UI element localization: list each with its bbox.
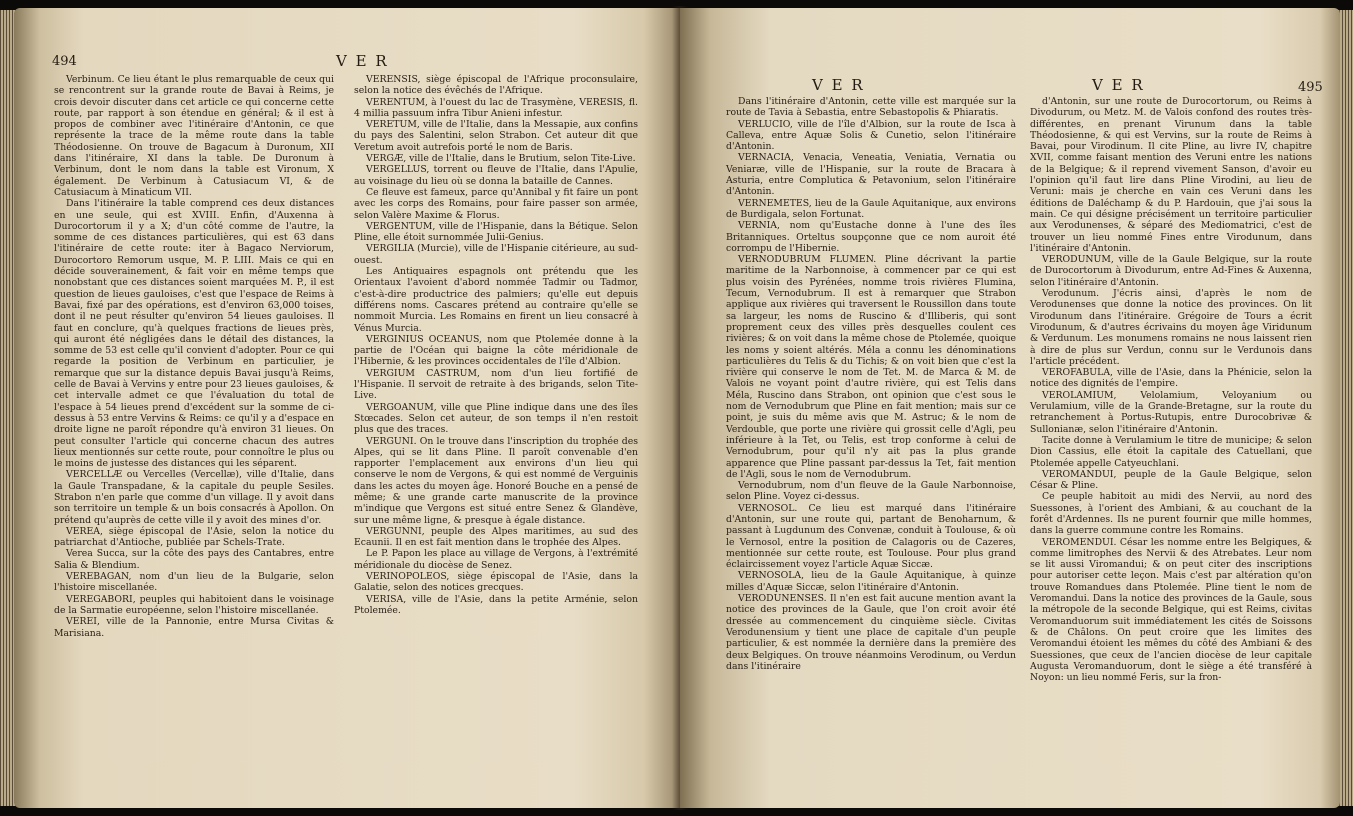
entry-paragraph: Verbinum. Ce lieu étant le plus remarquable de ceux qui se rencontrent sur la grande route de Bavai à Reims, je crois devoir discuter dans cet article ce qui concerne cette route, par rapport à son étendue en général; & il est à propos de combiner avec l'itinéraire d'Antonin, ce que représente la trace de la même route dans la table Théodosienne. On trouve de Bagacum à Duronum, XII dans l'itinéraire, XI dans la table. De Duronum à Verbinum, dont le nom dans la table est Vironum, X également. De Verbinum à Catusiacum VI, & de Catusiacum à Minaticum VII.: [54, 74, 334, 198]
right-running-head-2: V E R: [1092, 76, 1145, 94]
entry-paragraph: Vernodubrum, nom d'un fleuve de la Gaule Narbonnoise, selon Pline. Voyez ci-dessus.: [726, 480, 1016, 503]
entry-paragraph: VERGENTUM, ville de l'Hispanie, dans la Bétique. Selon Pline, elle étoit surnommée Julii-Genius.: [354, 220, 638, 244]
entry-paragraph: VERENSIS, siège épiscopal de l'Afrique proconsulaire, selon la notice des évêchés de l'Afrique.: [354, 74, 638, 97]
entry-paragraph: VEREA, siège épiscopal de l'Asie, selon la notice du patriarchat d'Antioche, publiée par Schels-Trate.: [54, 525, 334, 549]
entry-paragraph: VERINOPOLEOS, siège épiscopal de l'Asie, dans la Galatie, selon des notices grecques.: [354, 571, 638, 594]
entry-paragraph: Dans l'itinéraire la table comprend ces deux distances en une seule, qui est XVIII. Enfin, d'Auxenna à Durocortorum il y a X; d'un côté comme de l'autre, la somme de ces distances particulières, qui est 63 dans l'itinéraire de cette route: iter à Bagaco Nerviorum, Durocortoro Remorum usque, M. P. LIII. Mais ce qui en décide souverainement, & fait voir en même temps que nonobstant que ces distances soient marquées M. P., il est question de lieues gauloises, c'est que l'espace de Reims à Bavai, fixé par des opérations, est d'environ 63,000 toises, dont il ne peut résulter qu'environ 54 lieues gauloises. Il faut en conclure, qu'à quelques fractions de lieues près, qui auront été négligées dans le détail des distances, la somme de 53 est celle qu'il convient d'adopter. Pour ce qui regarde la position de Verbinum en particulier, je remarque que sur la distance depuis Bavai jusqu'à Reims, celle de Bavai à Vervins y entre pour 23 lieues gauloises, & cet intervalle admet ce que l'évaluation du total de l'espace à 54 lieues prend d'excédent sur la somme de ci-dessus à 53 entre Vervins & Reims: ce qu'il y a d'espace en droite ligne ne paroît répondre qu'à environ 31 lieues. On peut consulter l'article qui concerne chacun des autres lieux mentionnés sur cette route, pour connoître le plus ou le moins de justesse des distances qui les séparent.: [54, 198, 334, 470]
entry-paragraph: VERGILIA (Murcie), ville de l'Hispanie citérieure, au sud-ouest.: [354, 243, 638, 266]
entry-paragraph: VEREBAGAN, nom d'un lieu de la Bulgarie, selon l'histoire miscellanée.: [54, 571, 334, 594]
entry-paragraph: Tacite donne à Verulamium le titre de municipe; & selon Dion Cassius, elle étoit la capitale des Catuellani, que Ptolemée appelle Catyeuchlani.: [1030, 434, 1312, 469]
entry-paragraph: Les Antiquaires espagnols ont prétendu que les Orientaux l'avoient d'abord nommée Tadmir ou Tadmor, c'est-à-dire productrice des palmiers; qu'elle eut depuis différens noms. Cascares prétend au contraire qu'elle se nommoit Murcia. Les Romains en firent un lieu consacré à Vénus Murcia.: [354, 266, 638, 334]
entry-paragraph: VERGOANUM, ville que Pline indique dans une des îles Stœcades. Selon cet auteur, de son temps il n'en restoit plus que des traces.: [354, 401, 638, 436]
entry-paragraph: d'Antonin, sur une route de Durocortorum, ou Reims à Divodurum, ou Metz. M. de Valois confond des routes très-différentes, en prenant Virunum dans la table Théodosienne, & qui est Vervins, sur la route de Reims à Bavai, pour Virodinum. Il cite Pline, au livre IV, chapitre XVII, comme faisant mention des Veruni entre les nations de la Belgique; & il reprend vivement Sanson, d'avoir eu l'opinion qu'il faut lire dans Pline Virodini, au lieu de Veruni: mais je cherche en vain ces Veruni dans les éditions de Daléchamp & du P. Hardouin, que j'ai sous la main. Ce qui désigne précisément un territoire particulier aux Verodunenses, & séparé des Mediomatrici, c'est de trouver un lieu nommé Fines entre Virodunum, dans l'itinéraire d'Antonin.: [1030, 96, 1312, 254]
entry-paragraph: VERNACIA, Venacia, Veneatia, Veniatia, Vernatia ou Veniaræ, ville de l'Hispanie, sur la route de Bracara à Asturia, entre Complutica & Petavonium, selon l'itinéraire d'Antonin.: [726, 152, 1016, 198]
entry-paragraph: Ce fleuve est fameux, parce qu'Annibal y fit faire un pont avec les corps des Romains, pour faire passer son armée, selon Valère Maxime & Florus.: [354, 186, 638, 221]
entry-paragraph: VERCELLÆ ou Vercelles (Vercellæ), ville d'Italie, dans la Gaule Transpadane, & la capitale du peuple Sesiles. Strabon n'en parle que comme d'un village. Il y avoit dans son territoire un temple & un bois consacrés à Apollon. On prétend qu'auprès de cette ville il y avoit des mines d'or.: [54, 469, 334, 526]
entry-paragraph: VEREGABORI, peuples qui habitoient dans le voisinage de la Sarmatie européenne, selon l'histoire miscellanée.: [54, 593, 334, 616]
right-page-number: 495: [1298, 80, 1323, 95]
entry-paragraph: Dans l'itinéraire d'Antonin, cette ville est marquée sur la route de Tavia à Sebastia, entre Sebastopolis & Phiaratis.: [726, 96, 1016, 119]
entry-paragraph: VEROMANDUI, peuple de la Gaule Belgique, selon César & Pline.: [1030, 468, 1312, 492]
entry-paragraph: Le P. Papon les place au village de Vergons, à l'extrémité méridionale du diocèse de Senez.: [354, 548, 638, 571]
entry-paragraph: VEREI, ville de la Pannonie, entre Mursa Civitas & Marisiana.: [54, 616, 334, 639]
entry-paragraph: VERENTUM, à l'ouest du lac de Trasymène, VERESIS, fl. 4 millia passuum infra Tibur Anieni infestur.: [354, 96, 638, 119]
right-column-2: [1030, 96, 1312, 796]
entry-paragraph: VEROFABULA, ville de l'Asie, dans la Phénicie, selon la notice des dignités de l'empire.: [1030, 367, 1312, 390]
entry-paragraph: Verodunum. J'écris ainsi, d'après le nom de Verodunenses que donne la notice des provinces. On lit Virodunum dans l'itinéraire. Grégoire de Tours a écrit Virodunum, & d'autres écrivains du moyen âge Viridunum & Verdunum. Les monumens romains ne nous laissent rien à dire de plus sur Verdun, connu sur le Verdunois dans l'article précédent.: [1030, 288, 1312, 367]
entry-paragraph: VERNIA, nom qu'Eustache donne à l'une des îles Britanniques. Orteltus soupçonne que ce nom auroit été corrompu de l'Hibernie.: [726, 220, 1016, 254]
entry-paragraph: VERNOSOL. Ce lieu est marqué dans l'itinéraire d'Antonin, sur une route qui, partant de Benoharnum, & passant à Lugdunum des Convenæ, conduit à Toulouse, & où le Vernosol, entre la position de Calagoris ou de Cazeres, mentionnée sur cette route, est Toulouse. Pour plus grand éclaircissement voyez l'article Aquæ Siccæ.: [726, 502, 1016, 571]
entry-paragraph: VERODUNUM, ville de la Gaule Belgique, sur la route de Durocortorum à Divodurum, entre Ad-Fines & Auxenna, selon l'itinéraire d'Antonin.: [1030, 254, 1312, 288]
entry-paragraph: Verea Succa, sur la côte des pays des Cantabres, entre Salia & Blendium.: [54, 548, 334, 571]
right-page: [680, 8, 1340, 808]
entry-paragraph: VERETUM, ville de l'Italie, dans la Messapie, aux confins du pays des Salentini, selon Strabon. Cet auteur dit que Veretum avoit autrefois porté le nom de Baris.: [354, 119, 638, 153]
entry-paragraph: VERGINIUS OCEANUS, nom que Ptolemée donne à la partie de l'Océan qui baigne la côte méridionale de l'Hibernie, & les provinces occidentales de l'île d'Albion.: [354, 333, 638, 368]
left-page-number: 494: [52, 54, 77, 69]
entry-paragraph: VERLUCIO, ville de l'île d'Albion, sur la route de Isca à Calleva, entre Aquæ Solis & Cunetio, selon l'itinéraire d'Antonin.: [726, 118, 1016, 153]
left-page: [14, 8, 680, 808]
entry-paragraph: VERGELLUS, torrent ou fleuve de l'Italie, dans l'Apulie, au voisinage du lieu où se donna la bataille de Cannes.: [354, 164, 638, 187]
entry-paragraph: Ce peuple habitoit au midi des Nervii, au nord des Suessones, à l'orient des Ambiani, & au couchant de la forêt d'Ardennes. Ils ne purent fournir que mille hommes, dans la guerre commune contre les Romains.: [1030, 491, 1312, 537]
entry-paragraph: VERGIUM CASTRUM, nom d'un lieu fortifié de l'Hispanie. Il servoit de retraite à des brigands, selon Tite-Live.: [354, 367, 638, 402]
entry-paragraph: VERNEMETES, lieu de la Gaule Aquitanique, aux environs de Burdigala, selon Fortunat.: [726, 197, 1016, 220]
entry-paragraph: VERGUNNI, peuple des Alpes maritimes, au sud des Ecaunii. Il en est fait mention dans le trophée des Alpes.: [354, 525, 638, 549]
left-column-1: [54, 74, 334, 794]
left-column-2: [354, 74, 638, 794]
right-column-1: [726, 96, 1016, 796]
right-running-head-1: V E R: [812, 76, 865, 94]
entry-paragraph: VERODUNENSES. Il n'en est fait aucune mention avant la notice des provinces de la Gaule, que l'on croit avoir été dressée au commencement du cinquième siècle. Civitas Verodunensium y tient une place de capitale d'un peuple particulier, & est nommée la dernière dans la première des deux Belgiques. On trouve néanmoins Verodinum, ou Verdun dans l'itinéraire: [726, 593, 1016, 672]
entry-paragraph: VERGUNI. On le trouve dans l'inscription du trophée des Alpes, qui se lit dans Pline. Il paroît convenable d'en rapporter l'emplacement aux environs d'un lieu qui conserve le nom de Vergons, & qui est nommé de Verguinis dans les actes du moyen âge. Honoré Bouche en a pensé de même; & une grande carte manuscrite de la province m'indique que Vergons est situé entre Senez & Glandève, sur une même ligne, & presque à égale distance.: [354, 435, 638, 526]
entry-paragraph: VERNODUBRUM FLUMEN. Pline décrivant la partie maritime de la Narbonnoise, à commencer par ce qui est plus voisin des Pyrénées, nomme trois rivières Flumina, Tecum, Vernodubrum. Il est à remarquer que Strabon applique aux rivières qui traversent le Roussillon dans toute sa largeur, les noms de Ruscino & d'Illiberis, qui sont proprement ceux des villes près desquelles coulent ces rivières; & on voit dans la même chose de Ptolemée, quoique les noms y soient altérés. Méla a connu les dénominations particulières du Telis & du Tichis; & on voit bien que c'est la rivière qui conserve le nom de Tet. M. de Marca & M. de Valois ne voyant point d'autre rivière, qui est Telis dans Méla, Ruscino dans Strabon, ont opinion que c'est sous le nom de Vernodubrum que Pline en fait mention; mais sur ce point, je suis du même avis que M. Astruc; & le nom de Verdouble, que porte une rivière qui grossit celle d'Agli, peu inférieure à la Tet, ou Telis, est trop conforme à celui de Vernodubrum, pour qu'il n'y ait pas la plus grande apparence que Pline passant par-dessus la Tet, fait mention de l'Agli, sous le nom de Vernodubrum.: [726, 254, 1016, 480]
left-running-head: V E R: [336, 52, 389, 70]
entry-paragraph: VERGÆ, ville de l'Italie, dans le Brutium, selon Tite-Live.: [366, 153, 636, 165]
entry-paragraph: VERNOSOLA, lieu de la Gaule Aquitanique, à quinze milles d'Aquæ Siccæ, selon l'itinéraire d'Antonin.: [726, 570, 1016, 593]
entry-paragraph: VEROMENDUI. César les nomme entre les Belgiques, & comme limitrophes des Nervii & des Atrebates. Leur nom se lit aussi Viromandui; & on peut citer des inscriptions pour autoriser cette leçon. Mais c'est par altération qu'on trouve Romandues dans Ptolemée. Pline tient le nom de Veromandui. Dans la notice des provinces de la Gaule, sous la métropole de la seconde Belgique, qui est Reims, civitas Veromanduorum suit immédiatement les cités de Soissons & de Châlons. On peut croire que les limites des Veromandui étoient les mêmes du côté des Ambiani & des Suessiones, que ceux de l'ancien diocèse de leur capitale Augusta Veromanduorum, dont le siège a été transféré à Noyon: un lieu nommé Feris, sur la fron-: [1030, 536, 1312, 684]
entry-paragraph: VEROLAMIUM, Velolamium, Veloyanium ou Verulamium, ville de la Grande-Bretagne, sur la route du retranchement à Portus-Rutupis, entre Durocobrivæ & Sullonianæ, selon l'itinéraire d'Antonin.: [1030, 389, 1312, 435]
entry-paragraph: VERISA, ville de l'Asie, dans la petite Arménie, selon Ptolemée.: [354, 593, 638, 616]
